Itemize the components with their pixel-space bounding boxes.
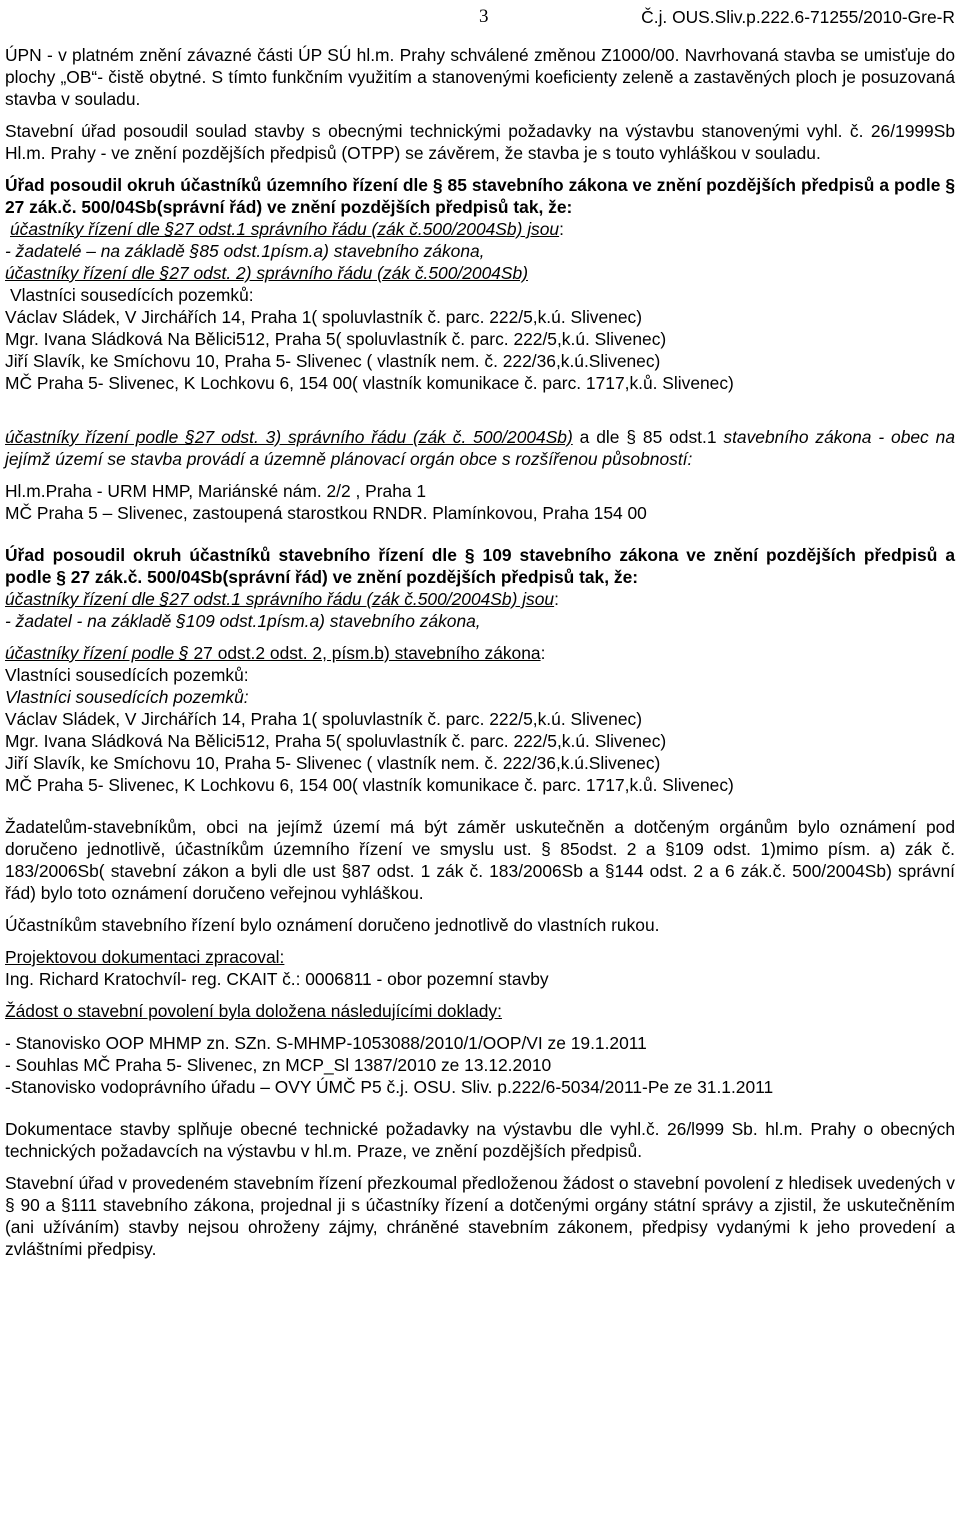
neighbors-label: Vlastníci sousedících pozemků:: [10, 285, 254, 305]
participants-line-1b: účastníky řízení dle §27 odst.1 správního řádu (zák č.500/2004Sb) jsou:: [5, 589, 559, 609]
paragraph-final: Stavební úřad v provedeném stavebním řízení přezkoumal předloženou žádost o stavební povolení z hledisek uvedených v § 90 a §111 stavebního zákona, projednal ji s účastníky řízení a dotčenými orgány státní správy a zjistil, že uskutečněním (ani užíváním) stavby nejsou ohroženy zájmy, chráněné stavebním zákonem, předpisy vydanými k jeho provedení a zvláštními předpisy.: [5, 1173, 955, 1259]
document-item-3: -Stanovisko vodoprávního úřadu – OVY ÚMČ P5 č.j. OSU. Sliv. p.222/6-5034/2011-Pe ze 31.1.2011: [5, 1077, 774, 1097]
section-heading-territorial: Úřad posoudil okruh účastníků územního řízení dle § 85 stavebního zákona ve znění pozdějších předpisů a podle § 27 zák.č. 500/04Sb(správní řád) ve znění pozdějších předpisů tak, že:: [5, 175, 955, 217]
documents-label: Žádost o stavební povolení byla doložena následujícími doklady:: [5, 1001, 502, 1021]
owner-b2: Mgr. Ivana Sládková Na Bělici512, Praha 5( spoluvlastník č. parc. 222/5,k.ú. Slivenec): [5, 731, 667, 751]
owner-b3: Jiří Slavík, ke Smíchovu 10, Praha 5- Slivenec ( vlastník nem. č. 222/36,k.ú.Slivenec): [5, 753, 661, 773]
paragraph-notice: Žadatelům-stavebníkům, obci na jejímž území má být záměr uskutečněn a dotčeným orgánům bylo oznámení pod doručeno jednotlivě, účastníkům územního řízení ve smyslu ust. § 85odst. 2 a §109 odst. 1)mimo písm. a) zák č. 183/2006Sb( stavební zákon a byli dle ust §87 odst. 1 zák č. 183/2006Sb a §144 odst. 2 a 6 zák.č. 500/2004Sb) správní řád) bylo toto oznámení doručeno veřejnou vyhláškou.: [5, 817, 955, 903]
participants-line-2: - žadatelé – na základě §85 odst.1písm.a) stavebního zákona,: [5, 241, 485, 261]
participants-para-3: účastníky řízení podle §27 odst. 3) správního řádu (zák č. 500/2004Sb) a dle § 85 odst.1 stavebního zákona - obec na jejímž území se stavba provádí a územně plánovací orgán obce s rozšířenou působností:: [5, 427, 955, 469]
owner-b4: MČ Praha 5- Slivenec, K Lochkovu 6, 154 00( vlastník komunikace č. parc. 1717,k.ů. Slivenec): [5, 775, 734, 795]
authority-1: Hl.m.Praha - URM HMP, Mariánské nám. 2/2 , Praha 1: [5, 481, 427, 501]
paragraph-technical-compliance: Stavební úřad posoudil soulad stavby s obecnými technickými požadavky na výstavbu stanovenými vyhl. č. 26/1999Sb Hl.m. Prahy - ve znění pozdějších předpisů (OTPP) se závěrem, že stavba je s touto vyhláškou v souladu.: [5, 121, 955, 163]
participants-line-3b: účastníky řízení podle § 27 odst.2 odst. 2, písm.b) stavebního zákona:: [5, 643, 546, 663]
reference-number: Č.j. OUS.Sliv.p.222.6-71255/2010-Gre-R: [641, 7, 955, 27]
neighbors-label-b1: Vlastníci sousedících pozemků:: [5, 665, 249, 685]
owner-2: Mgr. Ivana Sládková Na Bělici512, Praha 5( spoluvlastník č. parc. 222/5,k.ú. Slivenec): [5, 329, 667, 349]
participants-line-1: účastníky řízení dle §27 odst.1 správního řádu (zák č.500/2004Sb) jsou:: [10, 219, 564, 239]
project-value: Ing. Richard Kratochvíl- reg. CKAIT č.: 0006811 - obor pozemní stavby: [5, 969, 549, 989]
participants-line-2b: - žadatel - na základě §109 odst.1písm.a) stavebního zákona,: [5, 611, 481, 631]
document-page: [5, 0, 955, 1260]
owner-4: MČ Praha 5- Slivenec, K Lochkovu 6, 154 00( vlastník komunikace č. parc. 1717,k.ů. Slivenec): [5, 373, 734, 393]
section-heading-building: Úřad posoudil okruh účastníků stavebního řízení dle § 109 stavebního zákona ve znění pozdějších předpisů a podle § 27 zák.č. 500/04Sb(správní řád) ve znění pozdějších předpisů tak, že:: [5, 545, 955, 587]
page-header: [5, 0, 955, 32]
paragraph-zoning: ÚPN - v platném znění závazné části ÚP SÚ hl.m. Prahy schválené změnou Z1000/00. Navrhovaná stavba se umisťuje do plochy „OB“- čistě obytné. S tímto funkčním využitím a stanovenými koeficienty zeleně a zastavěných ploch je posuzovaná stavba v souladu.: [5, 45, 955, 109]
project-label: Projektovou dokumentaci zpracoval:: [5, 947, 285, 967]
document-item-2: - Souhlas MČ Praha 5- Slivenec, zn MCP_Sl 1387/2010 ze 13.12.2010: [5, 1055, 552, 1075]
neighbors-label-b2: Vlastníci sousedících pozemků:: [5, 687, 249, 707]
page-number: 3: [479, 6, 489, 27]
paragraph-notice-2: Účastníkům stavebního řízení bylo oznámení doručeno jednotlivě do vlastních rukou.: [5, 915, 660, 935]
owner-3: Jiří Slavík, ke Smíchovu 10, Praha 5- Slivenec ( vlastník nem. č. 222/36,k.ú.Slivenec): [5, 351, 661, 371]
document-item-1: - Stanovisko OOP MHMP zn. SZn. S-MHMP-1053088/2010/1/OOP/VI ze 19.1.2011: [5, 1033, 647, 1053]
authority-2: MČ Praha 5 – Slivenec, zastoupená starostkou RNDR. Plamínkovou, Praha 154 00: [5, 503, 647, 523]
owner-b1: Václav Sládek, V Jirchářích 14, Praha 1( spoluvlastník č. parc. 222/5,k.ú. Slivenec): [5, 709, 642, 729]
paragraph-documentation: Dokumentace stavby splňuje obecné technické požadavky na výstavbu dle vyhl.č. 26/l999 Sb. hl.m. Prahy o obecných technických požadavcích na výstavbu v hl.m. Praze, ve znění pozdějších předpisů.: [5, 1119, 955, 1161]
participants-line-3: účastníky řízení dle §27 odst. 2) správního řádu (zák č.500/2004Sb): [5, 263, 528, 283]
owner-1: Václav Sládek, V Jirchářích 14, Praha 1( spoluvlastník č. parc. 222/5,k.ú. Slivenec): [5, 307, 642, 327]
